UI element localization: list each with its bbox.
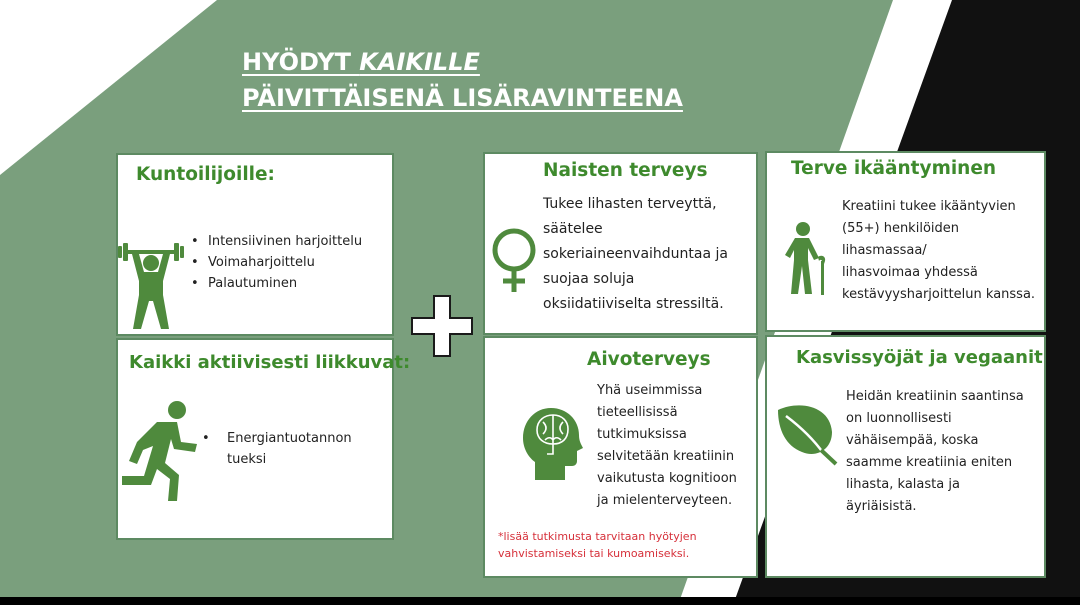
- card-title: Kasvissyöjät ja vegaanit: [796, 347, 1043, 368]
- runner-icon: [121, 398, 201, 502]
- text-line: Yhä useimmissa: [597, 383, 703, 398]
- text-line: on luonnollisesti: [846, 411, 952, 426]
- text-line: selvitetään kreatiinin: [597, 449, 735, 464]
- bullet-line-1: Energiantuotannon: [227, 431, 352, 446]
- card-body-text: [543, 192, 728, 317]
- text-line: lihasvoimaa yhdessä: [842, 265, 978, 280]
- card-body-text: [846, 386, 1024, 518]
- card-kuntoilijoille: [116, 153, 394, 336]
- research-note: [498, 528, 697, 562]
- text-line: lihasta, kalasta ja: [846, 477, 960, 492]
- bullet-dot: •: [202, 431, 210, 446]
- bottom-black-bar: [0, 597, 1080, 605]
- text-line: oksiidatiiviselta stressiltä.: [543, 296, 724, 312]
- card-aivoterveys: [483, 336, 758, 578]
- card-naisten-terveys: [483, 152, 758, 335]
- note-line-2: vahvistamiseksi tai kumoamiseksi.: [498, 547, 690, 560]
- text-line: Kreatiini tukee ikääntyvien: [842, 199, 1016, 214]
- weightlifter-icon: [118, 237, 184, 333]
- slide-title: [242, 44, 683, 116]
- title-line-2: PÄIVITTÄISENÄ LISÄRAVINTEENA: [242, 84, 683, 112]
- text-line: sokeriaineenvaihduntaa ja: [543, 246, 728, 262]
- plus-icon: [410, 294, 474, 358]
- text-line: tieteellisissä: [597, 405, 678, 420]
- card-title: Terve ikääntyminen: [791, 158, 997, 179]
- text-line: tutkimuksissa: [597, 427, 687, 442]
- card-title: Naisten terveys: [543, 160, 708, 181]
- card-body-text: [842, 196, 1035, 306]
- text-line: suojaa soluja: [543, 271, 635, 287]
- bullet-line-2: tueksi: [227, 452, 267, 467]
- text-line: lihasmassaa/: [842, 243, 927, 258]
- text-line: äyriäisistä.: [846, 499, 917, 514]
- list-item: • Intensiivinen harjoittelu: [191, 231, 362, 252]
- text-line: Tukee lihasten terveyttä,: [543, 196, 717, 212]
- bullet-list: [191, 231, 362, 294]
- title-word-italic: KAIKILLE: [359, 48, 480, 76]
- card-terve-ikaantyminen: [765, 151, 1046, 332]
- elderly-person-icon: [785, 221, 835, 297]
- card-body-text: [597, 380, 737, 512]
- female-symbol-icon: [486, 226, 542, 294]
- title-word-normal: HYÖDYT: [242, 48, 360, 76]
- text-line: kestävyysharjoittelun kanssa.: [842, 287, 1036, 302]
- bullet-text: [202, 428, 352, 470]
- text-line: vähäisempää, koska: [846, 433, 979, 448]
- card-title: Kuntoilijoille:: [136, 164, 275, 185]
- text-line: ja mielenterveyteen.: [597, 493, 733, 508]
- text-line: säätelee: [543, 221, 603, 237]
- title-line-1: [242, 44, 683, 80]
- text-line: saamme kreatiinia eniten: [846, 455, 1013, 470]
- card-aktiiviset: [116, 338, 411, 540]
- text-line: vaikutusta kognitioon: [597, 471, 737, 486]
- list-item: • Palautuminen: [191, 273, 362, 294]
- brain-head-icon: [523, 406, 583, 482]
- text-line: Heidän kreatiinin saantinsa: [846, 389, 1024, 404]
- leaf-icon: [774, 400, 840, 466]
- note-line-1: *lisää tutkimusta tarvitaan hyötyjen: [498, 530, 697, 543]
- text-line: (55+) henkilöiden: [842, 221, 959, 236]
- card-title: Aivoterveys: [587, 349, 711, 370]
- card-kasvissyojat: [765, 335, 1046, 578]
- card-title: Kaikki aktiivisesti liikkuvat:: [129, 352, 411, 373]
- list-item: • Voimaharjoittelu: [191, 252, 362, 273]
